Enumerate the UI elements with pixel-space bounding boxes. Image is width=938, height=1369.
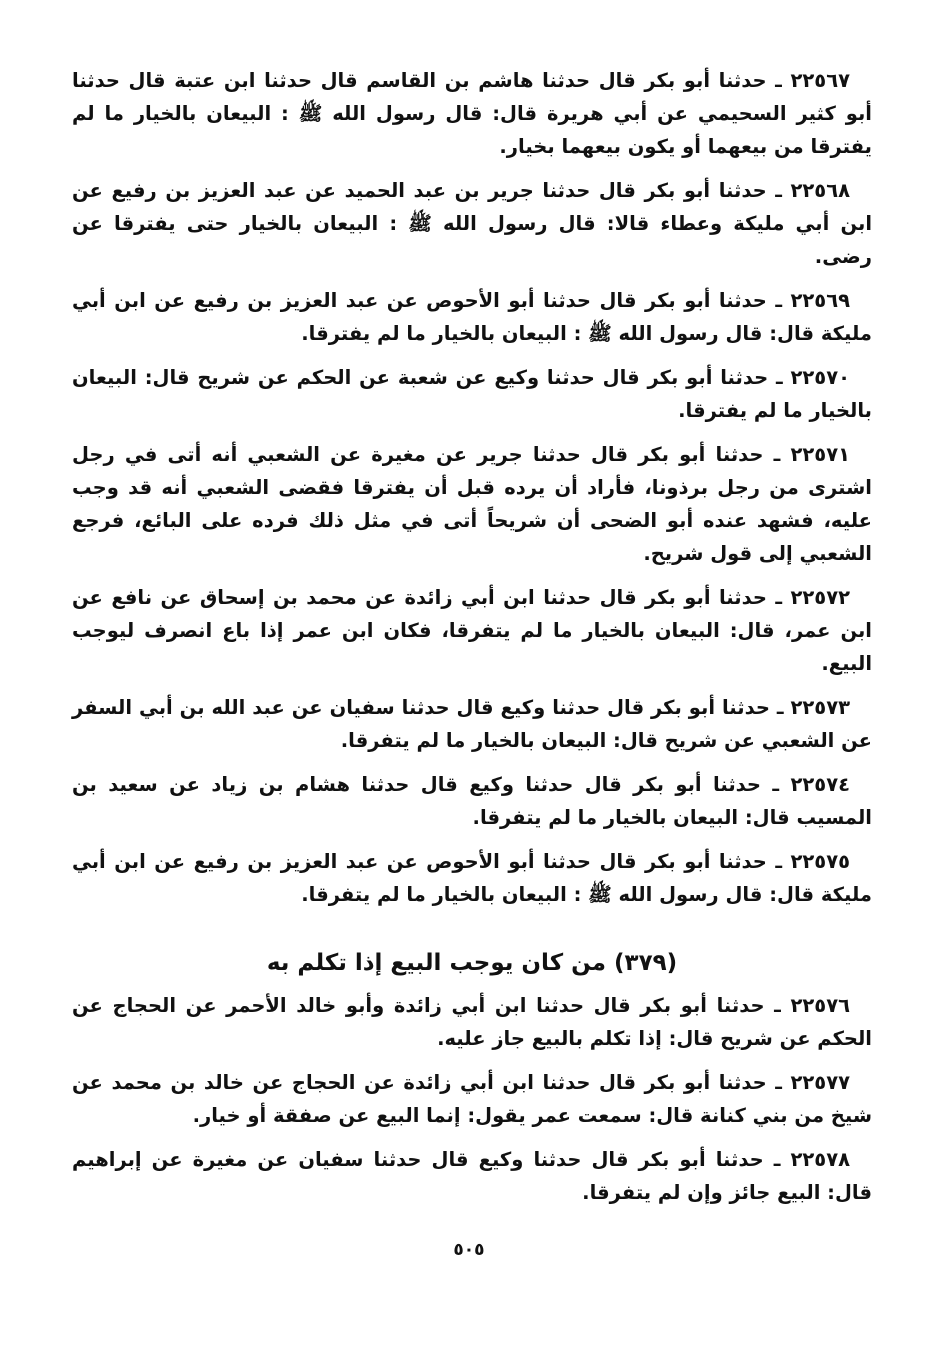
hadith-text: ـ حدثنا أبو بكر قال حدثنا ابن أبي زائدة عن الحجاج عن خالد بن محمد عن شيخ من بني كنانة قال: سمعت عمر يقول: إنما البيع عن صفقة أو خيار.	[72, 1071, 872, 1127]
hadith-22575	[72, 845, 872, 911]
hadith-text: ـ حدثنا أبو بكر قال حدثنا وكيع قال حدثنا سفيان عن مغيرة عن إبراهيم قال: البيع جائز وإن لم يتفرقا.	[72, 1148, 872, 1204]
hadith-text: ـ حدثنا أبو بكر قال حدثنا ابن أبي زائدة وأبو خالد الأحمر عن الحجاج عن الحكم عن شريح قال: إذا تكلم بالبيع جاز عليه.	[72, 994, 872, 1050]
hadith-text: ـ حدثنا أبو بكر قال حدثنا جرير بن عبد الحميد عن عبد العزيز بن رفيع عن ابن أبي مليكة وعطاء قالا: قال رسول الله ﷺ : البيعان بالخيار حتى يفترقا عن رضى.	[72, 179, 872, 268]
hadith-number: ٢٢٥٧٢	[790, 586, 850, 609]
hadith-number: ٢٢٥٧٣	[790, 696, 850, 719]
hadith-number: ٢٢٥٦٨	[790, 179, 850, 202]
hadith-number: ٢٢٥٧٠	[790, 366, 850, 389]
hadith-text: ـ حدثنا أبو بكر قال حدثنا أبو الأحوص عن عبد العزيز بن رفيع عن ابن أبي مليكة قال: قال رسول الله ﷺ : البيعان بالخيار ما لم يتفرقا.	[72, 850, 872, 906]
page-number: ٥٠٥	[453, 1240, 485, 1260]
hadith-number: ٢٢٥٧١	[790, 443, 850, 466]
hadith-22572	[72, 581, 872, 680]
hadith-text: ـ حدثنا أبو بكر قال حدثنا وكيع قال حدثنا سفيان عن عبد الله بن أبي السفر عن الشعبي عن شريح قال: البيعان بالخيار ما لم يتفرقا.	[72, 696, 872, 752]
hadith-22568	[72, 174, 872, 273]
hadith-text: ـ حدثنا أبو بكر قال حدثنا وكيع عن شعبة عن الحكم عن شريح قال: البيعان بالخيار ما لم يفترقا.	[72, 366, 872, 422]
hadith-22571	[72, 438, 872, 570]
hadith-text: ـ حدثنا أبو بكر قال حدثنا أبو الأحوص عن عبد العزيز بن رفيع عن ابن أبي مليكة قال: قال رسول الله ﷺ : البيعان بالخيار ما لم يفترقا.	[72, 289, 872, 345]
hadith-number: ٢٢٥٧٦	[790, 994, 850, 1017]
hadith-22576	[72, 989, 872, 1055]
hadith-22567	[72, 64, 872, 163]
hadith-number: ٢٢٥٧٨	[790, 1148, 850, 1171]
hadith-number: ٢٢٥٦٩	[790, 289, 850, 312]
hadith-number: ٢٢٥٧٥	[790, 850, 850, 873]
hadith-text: ـ حدثنا أبو بكر قال حدثنا ابن أبي زائدة عن محمد بن إسحاق عن نافع عن ابن عمر، قال: البيعان بالخيار ما لم يتفرقا، فكان ابن عمر إذا باع انصرف ليوجب البيع.	[72, 586, 872, 675]
document-page	[72, 64, 872, 1220]
hadith-22578	[72, 1143, 872, 1209]
hadith-22574	[72, 768, 872, 834]
chapter-heading: (٣٧٩) من كان يوجب البيع إذا تكلم به	[266, 950, 678, 976]
hadith-22577	[72, 1066, 872, 1132]
hadith-text: ـ حدثنا أبو بكر قال حدثنا هاشم بن القاسم قال حدثنا ابن عتبة قال حدثنا أبو كثير السحيمي عن أبي هريرة قال: قال رسول الله ﷺ : البيعان بالخيار ما لم يفترقا من بيعهما أو يكون بيعهما بخيار.	[72, 69, 872, 158]
hadith-text: ـ حدثنا أبو بكر قال حدثنا جرير عن مغيرة عن الشعبي أنه أتى في رجل اشترى من رجل برذونا، فأراد أن يرده قبل أن يفترقا فقضى الشعبي أنه قد وجب عليه، فشهد عنده أبو الضحى أن شريحاً أتى في مثل ذلك فرده على البائع، فرجع الشعبي إلى قول شريح.	[72, 443, 872, 565]
hadith-22569	[72, 284, 872, 350]
hadith-number: ٢٢٥٧٤	[790, 773, 850, 796]
hadith-22570	[72, 361, 872, 427]
hadith-number: ٢٢٥٧٧	[790, 1071, 850, 1094]
hadith-22573	[72, 691, 872, 757]
hadith-number: ٢٢٥٦٧	[790, 69, 850, 92]
hadith-text: ـ حدثنا أبو بكر قال حدثنا وكيع قال حدثنا هشام بن زياد عن سعيد بن المسيب قال: البيعان بالخيار ما لم يتفرقا.	[72, 773, 872, 829]
